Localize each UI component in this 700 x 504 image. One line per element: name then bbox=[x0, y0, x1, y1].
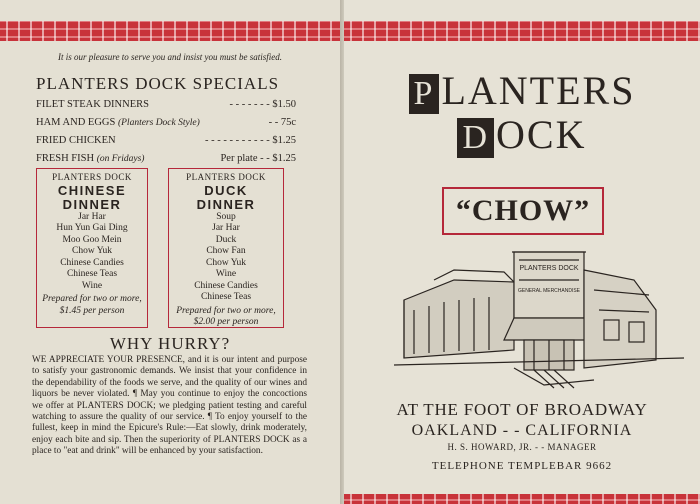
why-hurry-title: WHY HURRY? bbox=[109, 334, 231, 353]
box-title: CHINESE bbox=[57, 182, 127, 198]
special-row: FRESH FISH (on Fridays) Per plate - - $1.25 bbox=[36, 153, 296, 164]
duck-dinner-box bbox=[168, 168, 284, 328]
menu-item: Jar Har bbox=[212, 223, 240, 233]
sign-subtext: GENERAL MERCHANDISE bbox=[517, 288, 581, 294]
chinese-dinner-box bbox=[36, 168, 148, 328]
right-panel bbox=[344, 0, 700, 504]
menu-item: Chinese Teas bbox=[66, 269, 118, 279]
telephone-line: TELEPHONE TEMPLEBAR 9662 bbox=[431, 460, 613, 472]
manager-line: H. S. HOWARD, JR. - - MANAGER bbox=[447, 442, 597, 452]
menu-item: Chow Fan bbox=[206, 246, 246, 256]
special-row: FILET STEAK DINNERS - - - - - - - $1.50 bbox=[36, 99, 296, 110]
top-border-right bbox=[344, 21, 700, 41]
menu-item: Chinese Candies bbox=[194, 280, 258, 291]
box-title: DINNER bbox=[196, 196, 256, 212]
sign-text: PLANTERS DOCK bbox=[519, 265, 579, 272]
tagline: It is our pleasure to serve you and insist you must be satisfied. bbox=[58, 52, 282, 62]
menu-item: Duck bbox=[215, 234, 237, 245]
top-border-left bbox=[0, 21, 340, 41]
brand-line-2: OCK bbox=[496, 112, 587, 157]
drop-cap-p: P bbox=[409, 74, 440, 114]
menu-item: Hun Yun Gai Ding bbox=[56, 223, 128, 233]
address-line-2: OAKLAND - - CALIFORNIA bbox=[411, 422, 633, 439]
menu-item: Wine bbox=[81, 280, 103, 291]
brand-title bbox=[344, 70, 700, 158]
drop-cap-d: D bbox=[457, 118, 494, 158]
menu-item: Chow Yuk bbox=[205, 257, 247, 268]
brand-line-1: LANTERS bbox=[441, 68, 636, 113]
specials-title: PLANTERS DOCK SPECIALS bbox=[36, 74, 280, 93]
why-hurry-body: WE APPRECIATE YOUR PRESENCE, and it is our intent and purpose to satisfy your gastronomic demands. We insist that your confidence in the dependability of the foods we serve, and the quality of our wines and liquors be never violated. ¶ May you continue to enjoy the concoctions we offer at PLANTERS DOCK; we pledging patient testing and careful watching to assure the quality of our service. ¶ To enjoy yourself to the fullest, keep in mind the Epicure's Rule:—Eat slowly, drink moderately, enjoy each bite and sip. Then the superiority of PLANTERS DOCK as a place to "eat and drink" will be enhanced by your satisfaction. bbox=[32, 355, 307, 457]
menu-item: Moo Goo Mein bbox=[62, 234, 122, 245]
specials-list bbox=[36, 96, 296, 168]
box-title: DUCK bbox=[204, 182, 248, 198]
special-row: FRIED CHICKEN - - - - - - - - - - - $1.25 bbox=[36, 135, 296, 146]
menu-item: Chow Yuk bbox=[71, 246, 113, 256]
price-note: Prepared for two or more, $1.45 per person bbox=[42, 294, 142, 316]
bottom-border-right bbox=[344, 494, 700, 504]
left-panel bbox=[0, 0, 340, 504]
menu-item: Chinese Candies bbox=[60, 257, 124, 268]
menu-item: Wine bbox=[215, 269, 237, 279]
special-row: HAM AND EGGS (Planters Dock Style) - - 75c bbox=[36, 117, 296, 128]
box-title: DINNER bbox=[62, 196, 122, 212]
menu-item: Soup bbox=[216, 211, 236, 222]
address-line-1: AT THE FOOT OF BROADWAY bbox=[396, 400, 648, 419]
chow-box: “CHOW” bbox=[442, 187, 604, 235]
box-header: PLANTERS DOCK bbox=[186, 172, 266, 182]
price-note: Prepared for two or more, $2.00 per person bbox=[176, 305, 276, 327]
box-header: PLANTERS DOCK bbox=[52, 172, 132, 182]
menu-item: Jar Har bbox=[78, 211, 106, 222]
dock-building-illustration bbox=[394, 240, 684, 390]
menu-item: Chinese Teas bbox=[200, 292, 252, 302]
